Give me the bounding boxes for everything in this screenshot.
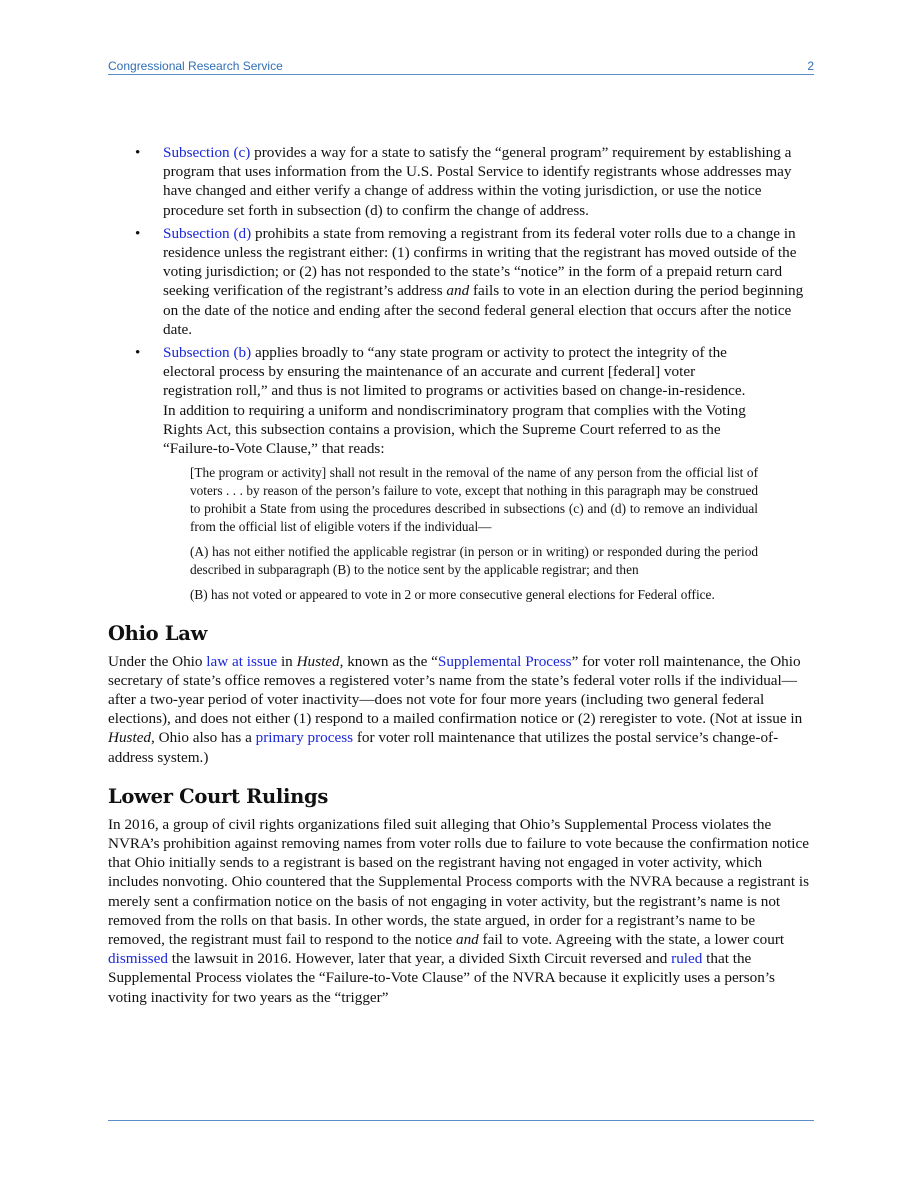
ohio-law-heading: Ohio Law [108,621,208,645]
emphasis: and [455,931,479,949]
lower-court-paragraph [108,815,814,1007]
list-item [108,224,814,339]
header-org: Congressional Research Service [108,59,283,73]
text: for voter roll maintenance that utilizes the postal service’s change-of-address system.) [108,729,779,766]
text: that the Supplemental Process violates the “Failure-to-Vote Clause” of the NVRA because it explicitly uses a person’s voting inactivity for two years as the “trigger” [108,950,775,1006]
quote-paragraph: (B) has not voted or appeared to vote in 2 or more consecutive general elections for Federal office. [190,586,715,602]
page-header [108,56,814,75]
supplemental-process-link[interactable]: Supplemental Process [437,652,572,670]
list-item [108,143,814,220]
list-item-text: provides a way for a state to satisfy the “general program” requirement by establishing a program that uses information from the U.S. Postal Service to identify registrants whose addresses may have changed and either verify a change of address within the voting jurisdiction, or use the notice procedure set forth in subsection (d) to confirm the change of address. [163,144,792,219]
dismissed-link[interactable]: dismissed [108,950,168,968]
list-item-text: fails to vote in an election during the period beginning on the date of the notice and ending after the second federal general election that occurs after the notice date. [163,282,804,338]
text: ” for voter roll maintenance, the Ohio secretary of state’s office removes a registered voter’s name from the state’s federal voter rolls if the individual—after a two-year period of voter inactivity—does not vote for four more years (including two general federal elections), and does not either (1) respond to a mailed confirmation notice or (2) reregister to vote. (Not at issue in [108,652,803,728]
text: , Ohio also has a [151,729,256,747]
ruled-link[interactable]: ruled [671,950,703,968]
subsection-list [108,143,814,458]
primary-process-link[interactable]: primary process [255,729,354,747]
law-at-issue-link[interactable]: law at issue [206,652,278,670]
quote-paragraph: [The program or activity] shall not result in the removal of the name of any person from the official list of voters . . . by reason of the person’s failure to vote, except that nothing in this paragraph may be construed to prohibit a State from using the procedures described in subsections (c) and (d) to remove an individual from the official list of eligible voters if the individual— [190,465,758,534]
case-name: Husted [296,652,340,670]
ohio-law-paragraph [108,652,814,767]
quote-paragraph: (A) has not either notified the applicable registrar (in person or in writing) or responded during the period described in subparagraph (B) to the notice sent by the applicable registrar; and then [190,543,758,577]
text: the lawsuit in 2016. However, later that year, a divided Sixth Circuit reversed and [167,950,672,968]
text: Under the Ohio [108,652,207,670]
block-quote [190,464,758,603]
footer-divider [108,1120,814,1121]
lower-court-heading: Lower Court Rulings [108,784,329,808]
list-item [108,343,814,458]
text: fail to vote. Agreeing with the state, a lower court [478,931,785,949]
subsection-b-link[interactable]: Subsection (b) [163,344,252,362]
text: in [277,652,297,670]
list-item-text: prohibits a state from removing a registrant from its federal voter rolls due to a change in residence unless the registrant either: (1) confirms in writing that the registrant has moved outside of the voting jurisdiction; or (2) has not responded to the state’s “notice” in the form of a prepaid return card seeking verification of the registrant’s address [163,224,797,300]
bullet-icon: • [135,224,141,242]
main-content [108,143,814,1007]
page-number: 2 [807,59,814,73]
emphasis: and [446,282,470,300]
case-name: Husted [108,729,152,747]
text: In 2016, a group of civil rights organizations filed suit alleging that Ohio’s Supplemental Process violates the NVRA’s prohibition against removing names from voter rolls due to failure to vote because the confirmation notice that Ohio initially sends to a registrant is based on the registrant having not engaged in voter activity, which includes nonvoting. Ohio countered that the Supplemental Process comports with the NVRA because a registrant is merely sent a confirmation notice on the basis of not engaging in voter activity, but the registrant’s name is not removed from the rolls on that basis. In other words, the state argued, in order for a registrant’s name to be removed, the registrant must fail to respond to the notice [108,815,810,949]
list-item-text: applies broadly to “any state program or activity to protect the integrity of the electoral process by ensuring the maintenance of an accurate and current [federal] voter registration roll,” and thus is not limited to programs or activities based on change-in-residence. In addition to requiring a uniform and nondiscriminatory program that complies with the Voting Rights Act, this subsection contains a provision, which the Supreme Court referred to as the “Failure-to-Vote Clause,” that reads: [163,344,746,458]
bullet-icon: • [135,344,141,362]
bullet-icon: • [135,144,141,161]
text: , known as the “ [339,652,438,670]
subsection-c-link[interactable]: Subsection (c) [163,144,251,161]
subsection-d-link[interactable]: Subsection (d) [163,224,252,242]
